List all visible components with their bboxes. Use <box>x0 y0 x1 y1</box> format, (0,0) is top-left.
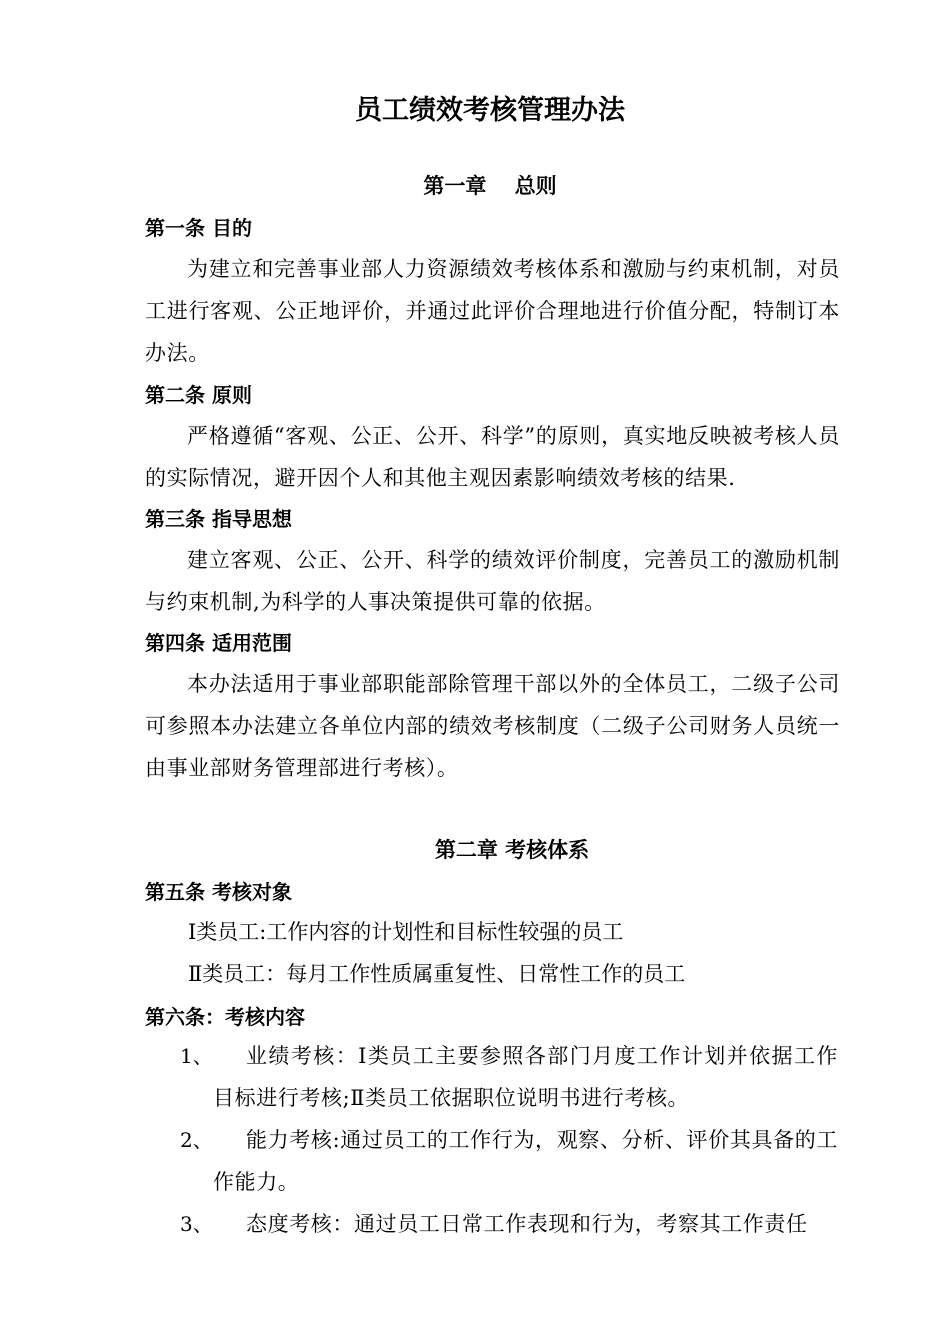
chapter-heading: 第一章 总则 <box>423 174 557 198</box>
article-text: 为建立和完善事业部人力资源绩效考核体系和激励与约束机制，对员工进行客观、公正地评价，并通过此评价合理地进行价值分配，特制订本办法。 <box>145 257 840 365</box>
article-text: 本办法适用于事业部职能部除管理干部以外的全体员工，二级子公司可参照本办法建立各单位内部的绩效考核制度（二级子公司财务人员统一由事业部财务管理部进行考核）。 <box>145 672 840 780</box>
article-text: 建立客观、公正、公开、科学的绩效评价制度，完善员工的激励机制与约束机制,为科学的人事决策提供可靠的依据。 <box>145 548 840 614</box>
article-heading: 第四条 适用范围 <box>145 631 292 655</box>
article-heading: 第三条 指导思想 <box>145 507 292 531</box>
list-item-number: 3、 <box>180 1212 213 1236</box>
list-item-number: 2、 <box>180 1128 213 1152</box>
chapter-heading: 第二章 考核体系 <box>434 838 590 862</box>
article-heading: 第五条 考核对象 <box>145 880 292 904</box>
article-heading: 第六条：考核内容 <box>145 1005 305 1029</box>
article-text: 严格遵循“客观、公正、公开、科学”的原则，真实地反映被考核人员的实际情况，避开因个人和其他主观因素影响绩效考核的结果. <box>145 424 840 490</box>
employee-type-line: Ⅱ类员工：每月工作性质属重复性、日常性工作的员工 <box>188 962 686 986</box>
article-heading: 第二条 原则 <box>145 383 252 407</box>
article-heading: 第一条 目的 <box>145 216 252 240</box>
list-item-text: 态度考核：通过员工日常工作表现和行为，考察其工作责任 <box>246 1212 808 1236</box>
list-item-text: 能力考核:通过员工的工作行为，观察、分析、评价其具备的工作能力。 <box>213 1128 838 1194</box>
list-item-text: 业绩考核：Ⅰ类员工主要参照各部门月度工作计划并依据工作目标进行考核;Ⅱ类员工依据职位说明书进行考核。 <box>213 1044 838 1110</box>
employee-type-line: Ⅰ类员工:工作内容的计划性和目标性较强的员工 <box>188 920 624 944</box>
document-title: 员工绩效考核管理办法 <box>355 95 625 126</box>
list-item-number: 1、 <box>180 1044 213 1068</box>
